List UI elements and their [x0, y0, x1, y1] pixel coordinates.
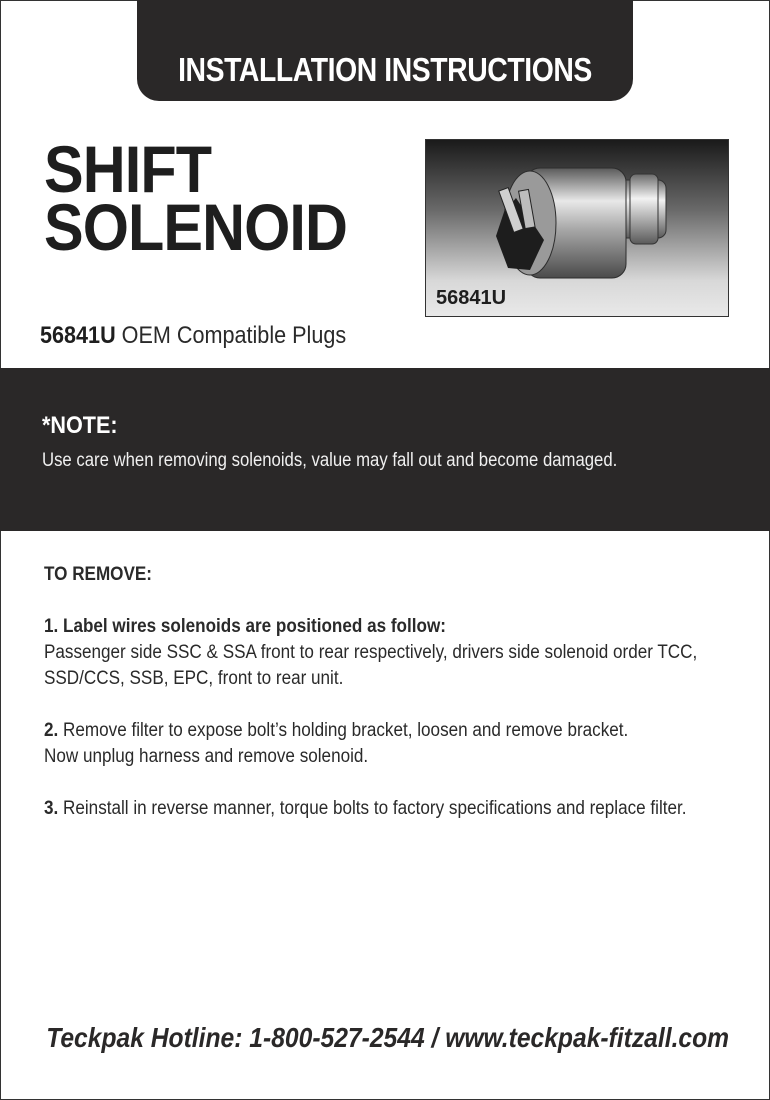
step-3-line-1: 3. Reinstall in reverse manner, torque bolts to factory specifications and replace filter. — [44, 798, 687, 819]
part-line — [40, 322, 346, 350]
product-title-line2: SOLENOID — [44, 190, 348, 264]
header-tab — [137, 0, 633, 101]
step-2-number: 2. — [44, 720, 59, 741]
photo-part-label: 56841U — [436, 287, 507, 309]
hotline: Teckpak Hotline: 1-800-527-2544 / www.teckpak-fitzall.com — [46, 1022, 730, 1053]
product-title — [44, 132, 348, 264]
note-band — [0, 368, 770, 531]
instructions — [44, 562, 728, 822]
product-title-line1: SHIFT — [44, 132, 212, 206]
step-1-line-2: SSD/CCS, SSB, EPC, front to rear unit. — [44, 668, 344, 689]
note-text: Use care when removing solenoids, value may fall out and become damaged. — [42, 450, 618, 471]
product-photo — [425, 139, 729, 317]
part-number: 56841U — [40, 322, 116, 349]
header-title: INSTALLATION INSTRUCTIONS — [178, 51, 592, 88]
remove-heading: TO REMOVE: — [44, 564, 152, 585]
step-2-line-2: Now unplug harness and remove solenoid. — [44, 746, 369, 767]
step-2-line-1: 2. Remove filter to expose bolt’s holding bracket, loosen and remove bracket. — [44, 720, 629, 741]
step-1-line-1: Passenger side SSC & SSA front to rear respectively, drivers side solenoid order TCC, — [44, 642, 698, 663]
step-1-title: 1. Label wires solenoids are positioned as follow: — [44, 616, 446, 637]
step-3-number: 3. — [44, 798, 59, 819]
part-description: OEM Compatible Plugs — [121, 322, 347, 349]
note-title: *NOTE: — [42, 412, 118, 439]
